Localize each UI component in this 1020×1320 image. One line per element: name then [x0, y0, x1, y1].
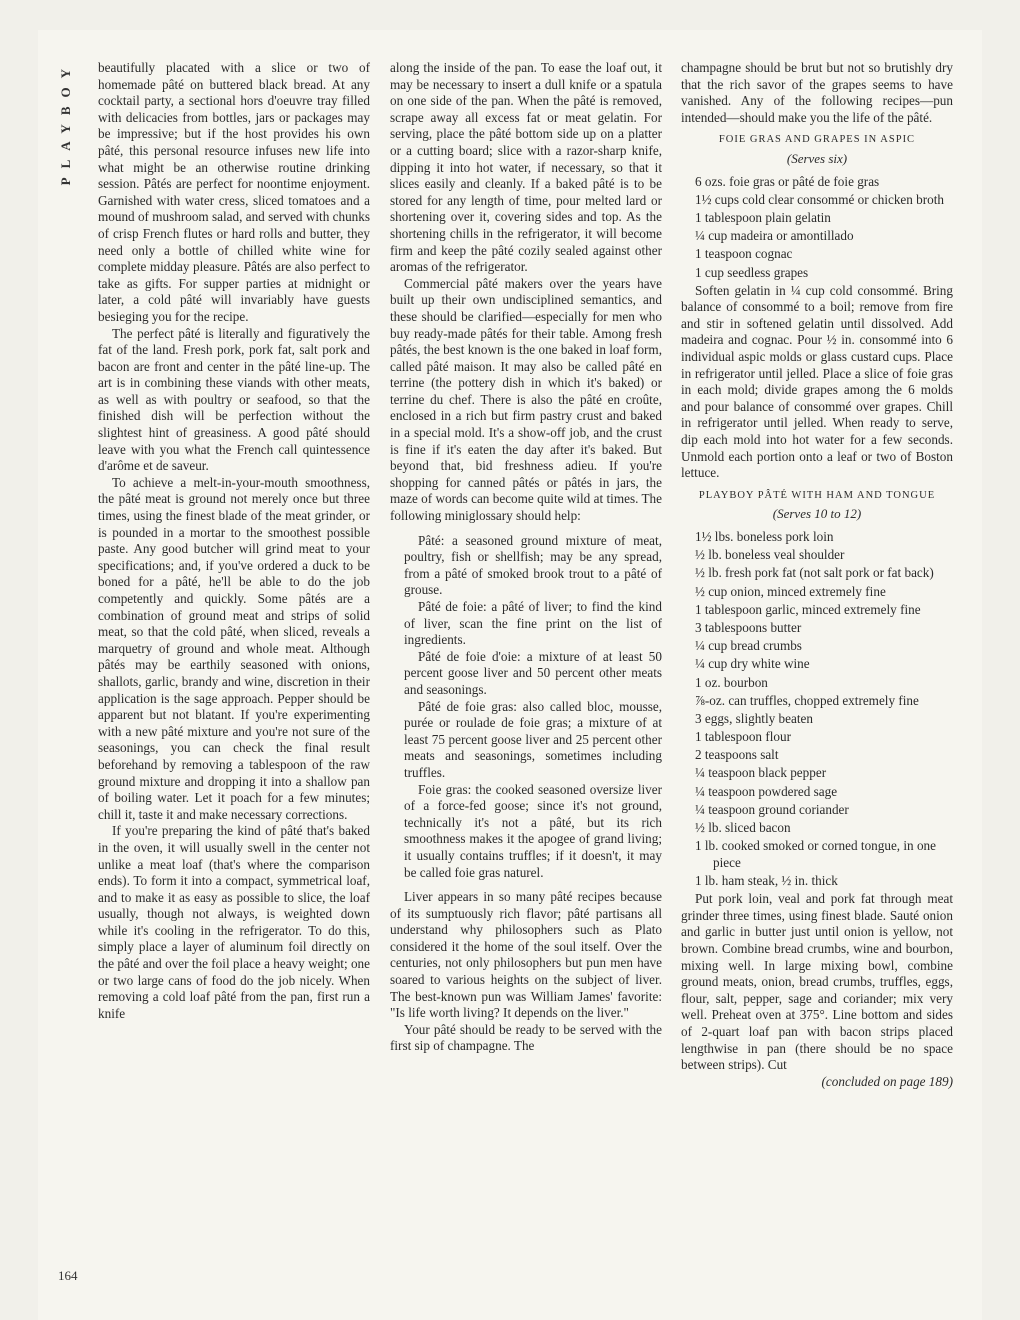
- ingredient: 3 tablespoons butter: [695, 619, 802, 635]
- paragraph: Your pâté should be ready to be served with the first sip of champagne. The: [390, 1021, 662, 1054]
- recipe-method: Soften gelatin in ¼ cup cold consommé. Bring balance of consommé to a boil; remove from fire and stir in softened gelatin until dissolved. Add madeira and cognac. Pour ½ in. consommé into 6 individual aspic molds or glass custard cups. Place in refrigerator until jelled. Place a slice of foie gras in each mold; divide grapes among the 6 molds and pour balance of consommé over grapes. Chill in refrigerator until jelled. When ready to serve, dip each mold into hot water for a few seconds. Unmold each portion onto a leaf or two of Boston lettuce.: [681, 282, 953, 481]
- ingredient: ¼ cup bread crumbs: [695, 638, 802, 654]
- glossary-entry: Pâté de foie d'oie: a mixture of at least 50 percent goose liver and 50 percent other meats and seasonings.: [404, 648, 662, 697]
- recipe-serves: (Serves 10 to 12): [772, 506, 862, 522]
- ingredient-list: [681, 529, 953, 890]
- ingredient: 1 tablespoon plain gelatin: [695, 209, 831, 225]
- ingredient: ½ lb. boneless veal shoulder: [695, 547, 845, 563]
- ingredient: 1 lb. cooked smoked or corned tongue, in one piece: [695, 838, 936, 870]
- ingredient-list: [681, 174, 953, 282]
- ingredient: ½ lb. fresh pork fat (not salt pork or fat back): [695, 565, 934, 581]
- ingredient: ½ cup onion, minced extremely fine: [695, 583, 886, 599]
- ingredient: ¼ cup dry white wine: [695, 656, 810, 672]
- recipe-title: PLAYBOY PÂTÉ WITH HAM AND TONGUE: [698, 489, 936, 501]
- paragraph: beautifully placated with a slice or two of homemade pâté on buttered black bread. At any cocktail party, a sectional hors d'oeuvre tray filled with delicacies from bottles, jars or packages may be impressive; but if the host provides his own pâté, this personal resource infuses new life into what might be an otherwise routine drinking session. Pâtés are perfect for noontime enjoyment. Garnished with water cress, sliced tomatoes and a mound of mushroom salad, and served with chunks of crisp French flutes or hard rolls and butter, they need only a bottle of chilled white wine for complete midday pleasure. Pâtés are also perfect to take as gifts. For supper parties at midnight or later, a cold pâté will invariably have guests besieging you for the recipe.: [98, 60, 370, 324]
- masthead: PLAYBOY: [58, 60, 73, 186]
- ingredient: 1 tablespoon garlic, minced extremely fine: [695, 601, 921, 617]
- ingredient: ⅞-oz. can truffles, chopped extremely fine: [695, 692, 919, 708]
- ingredient: ¼ teaspoon ground coriander: [695, 801, 849, 817]
- paragraph: If you're preparing the kind of pâté that's baked in the oven, it will usually swell in the center not unlike a meat loaf (that's where the comparison ends). To form it into a compact, symmetrical loaf, and to make it as easy as possible to slice, the loaf usually, though not always, is weighted down while it's cooling in the refrigerator. To do this, simply place a layer of aluminum foil directly on the pâté and over the foil place a heavy weight; one or two large cans of food do the job nicely. When removing a cold loaf pâté from the pan, first run a knife: [98, 823, 370, 1021]
- paragraph: Commercial pâté makers over the years have built up their own undisciplined semantics, and these should be clarified—especially for men who buy ready-made pâtés for their table. Among fresh pâtés, the best known is the one baked in loaf form, called pâté maison. It may also be called pâté en terrine (the pottery dish in which it's baked) or terrine du chef. There is also the pâté en croûte, enclosed in a rich but firm pastry crust and baked in a special mold. It's a show-off job, and the crust is fine if it's eaten the day after it's baked. But beyond that, bid freshness adieu. If you're shopping for canned pâtés or pâtés in jars, the maze of words can become quite wild at times. The following miniglossary should help:: [390, 275, 662, 524]
- column-1: [98, 60, 370, 1022]
- ingredient: ¼ teaspoon black pepper: [695, 765, 827, 781]
- ingredient: ¼ teaspoon powdered sage: [695, 783, 838, 799]
- ingredient: 1 teaspoon cognac: [695, 246, 793, 262]
- column-3: [681, 60, 953, 1090]
- paragraph: Liver appears in so many pâté recipes because of its sumptuously rich flavor; pâté partisans all understand why philosophers such as Plato considered it the home of the soul itself. Over the centuries, not only philosophers but pun men have soared to various heights on the subject of liver. The best-known pun was William James' favorite: "Is life worth living? It depends on the liver.": [390, 889, 662, 1021]
- ingredient: 6 ozs. foie gras or pâté de foie gras: [695, 173, 880, 189]
- ingredient: 1½ lbs. boneless pork loin: [695, 529, 834, 544]
- recipe-title: FOIE GRAS AND GRAPES IN ASPIC: [718, 134, 916, 146]
- ingredient: 1 oz. bourbon: [695, 674, 768, 690]
- ingredient: ¼ cup madeira or amontillado: [695, 228, 854, 244]
- ingredient: ½ lb. sliced bacon: [695, 820, 791, 835]
- page-number: 164: [58, 1268, 78, 1283]
- column-2: [390, 60, 662, 1055]
- paragraph: The perfect pâté is literally and figuratively the fat of the land. Fresh pork, pork fat, salt pork and bacon are front and center in the pâté line-up. The art is in combining these viands with other meats, as well as with poultry or seafood, so that the finished dish will be perfection without the slightest hint of greasiness. A good pâté should leave with you what the French call quintessence d'arôme et de saveur.: [98, 325, 370, 474]
- glossary-entry: Foie gras: the cooked seasoned oversize liver of a force-fed goose; since it's not ground, technically it's not a pâté, but its rich smoothness makes it the apogee of grand living; it usually contains truffles; if it doesn't, it may be called foie gras naturel.: [404, 781, 662, 880]
- continued-note: (concluded on page 189): [821, 1073, 953, 1089]
- glossary-entry: Pâté de foie gras: also called bloc, mousse, purée or roulade de foie gras; a mixture of at least 75 percent goose liver and 25 percent other meats and seasonings, sometimes including truffles.: [404, 698, 662, 780]
- ingredient: 1 lb. ham steak, ½ in. thick: [695, 872, 838, 888]
- ingredient: 1 tablespoon flour: [695, 729, 791, 745]
- paragraph: along the inside of the pan. To ease the loaf out, it may be necessary to insert a dull knife or a spatula on one side of the pan. When the pâté is removed, scrape away all excess fat or meat gelatin. For serving, place the pâté bottom side up on a platter or a cutting board; slice with a razor-sharp knife, dipping it into hot water, if necessary, so that it slices easily and cleanly. If a baked pâté is to be stored for any length of time, pour melted lard or shortening over it, covering sides and top. As the shortening chills in the refrigerator, it will become firm and keep the pâté cozily sealed against other aromas of the refrigerator.: [390, 60, 662, 275]
- ingredient: 2 teaspoons salt: [695, 747, 779, 763]
- ingredient: 1½ cups cold clear consommé or chicken broth: [695, 191, 945, 207]
- glossary-entry: Pâté: a seasoned ground mixture of meat, poultry, fish or shellfish; may be any spread, from a pâté of smoked brook trout to a pâté of grouse.: [404, 532, 662, 598]
- recipe-method: Put pork loin, veal and pork fat through meat grinder three times, using finest blade. Sauté onion and garlic in butter just until onion is yellow, not brown. Combine bread crumbs, wine and bourbon, mixing well. In large mixing bowl, combine ground meats, onion, bread crumbs, truffles, eggs, flour, salt, pepper, sage and coriander; mix very well. Preheat oven at 375°. Line bottom and sides of 2-quart loaf pan with bacon strips placed lengthwise in pan (there should be no space between strips). Cut: [681, 891, 953, 1073]
- recipe-serves: (Serves six): [786, 150, 848, 166]
- paragraph: To achieve a melt-in-your-mouth smoothness, the pâté meat is ground not merely once but three times, using the finest blade of the meat grinder, or is pounded in a mortar to the smoothest possible paste. Any good butcher will grind meat to your specifications; and, if you've ordered a duck to be boned for a pâté, he'll be able to do the job competently and quickly. Some pâtés are a combination of ground meat and strips of solid meat, so that the cold pâté, when sliced, reveals a marquetry of ground and whole meat. Although pâtés may be earthily seasoned with onions, shallots, garlic, brandy and wine, discretion in their application is the sage approach. Pepper should be apparent but not blatant. If you're experimenting with a new pâté mixture and you're not sure of the seasonings, you can check the final result beforehand by removing a tablespoon of the raw ground mixture and dropping it into a shallow pan of boiling water. Let it poach for a few minutes; chill it, taste it and make necessary corrections.: [98, 474, 370, 822]
- miniglossary: [404, 533, 662, 881]
- ingredient: 1 cup seedless grapes: [695, 264, 809, 280]
- ingredient: 3 eggs, slightly beaten: [695, 710, 813, 726]
- glossary-entry: Pâté de foie: a pâté of liver; to find the kind of liver, scan the fine print on the list of ingredients.: [404, 599, 662, 648]
- paragraph: champagne should be brut but not so brutishly dry that the rich savor of the grapes seems to have vanished. Any of the following recipes—pun intended—should make you the life of the pâté.: [681, 60, 953, 125]
